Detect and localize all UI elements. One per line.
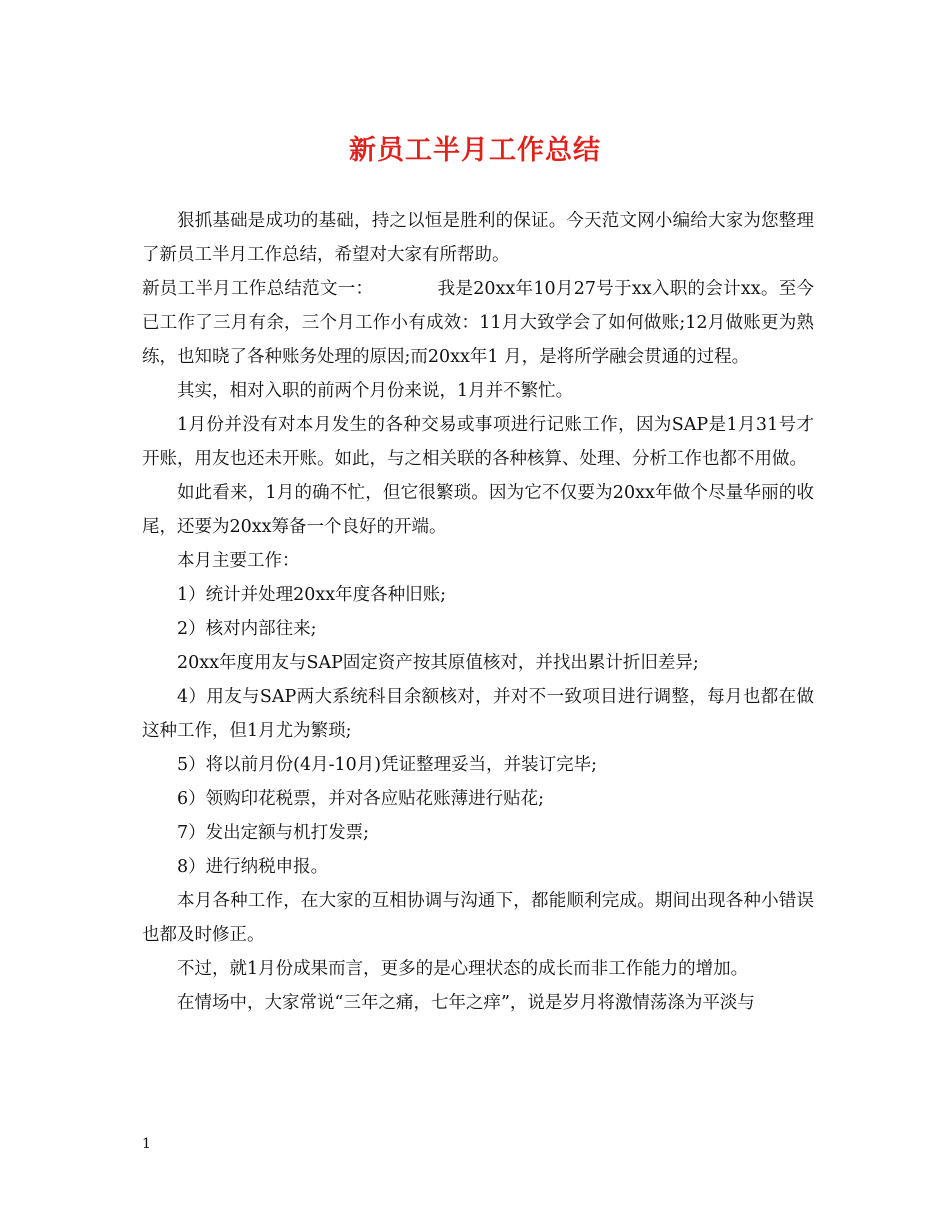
paragraph: 不过，就1月份成果而言，更多的是心理状态的成长而非工作能力的增加。 bbox=[177, 959, 749, 979]
paragraph: 在情场中，大家常说“三年之痛，七年之痒”，说是岁月将激情荡涤为平淡与 bbox=[177, 993, 755, 1013]
paragraph: 其实，相对入职的前两个月份来说，1月并不繁忙。 bbox=[177, 381, 574, 401]
list-item: 4）用友与SAP两大系统科目余额核对，并对不一致项目进行调整，每月也都在做这种工作，但1月尤为繁琐; bbox=[142, 687, 814, 741]
paragraph: 如此看来，1月的确不忙，但它很繁琐。因为它不仅要为20xx年做个尽量华丽的收尾，还要为20xx筹备一个良好的开端。 bbox=[142, 483, 814, 537]
sample-one-label: 新员工半月工作总结范文一： bbox=[142, 279, 374, 299]
section-heading: 本月主要工作： bbox=[177, 551, 300, 571]
list-item: 20xx年度用友与SAP固定资产按其原值核对，并找出累计折旧差异; bbox=[177, 653, 699, 673]
paragraph: 1月份并没有对本月发生的各种交易或事项进行记账工作，因为SAP是1月31号才开账，用友也还未开账。如此，与之相关联的各种核算、处理、分析工作也都不用做。 bbox=[142, 415, 814, 469]
list-item: 2）核对内部往来; bbox=[177, 619, 317, 639]
document-title: 新员工半月工作总结 bbox=[349, 135, 601, 166]
paragraph-sample-one bbox=[142, 272, 814, 374]
list-item: 1）统计并处理20xx年度各种旧账; bbox=[177, 585, 447, 605]
list-item: 5）将以前月份(4月-10月)凭证整理妥当，并装订完毕; bbox=[177, 755, 597, 775]
paragraph: 本月各种工作，在大家的互相协调与沟通下，都能顺利完成。期间出现各种小错误也都及时修正。 bbox=[142, 891, 814, 945]
sample-one-text: 我是20xx年10月27号于xx入职的会计xx。至今已工作了三月有余，三个月工作小有成效：11月大致学会了如何做账;12月做账更为熟练，也知晓了各种账务处理的原因;而20xx年1 月，是将所学融会贯通的过程。 bbox=[142, 279, 815, 367]
list-item: 7）发出定额与机打发票; bbox=[177, 823, 370, 843]
paragraph-intro: 狠抓基础是成功的基础，持之以恒是胜利的保证。今天范文网小编给大家为您整理了新员工半月工作总结，希望对大家有所帮助。 bbox=[142, 211, 814, 265]
list-item: 6）领购印花税票，并对各应贴花账薄进行贴花; bbox=[177, 789, 545, 809]
page-number: 1 bbox=[142, 1136, 151, 1152]
document-body bbox=[142, 204, 814, 1020]
list-item: 8）进行纳税申报。 bbox=[177, 857, 329, 877]
